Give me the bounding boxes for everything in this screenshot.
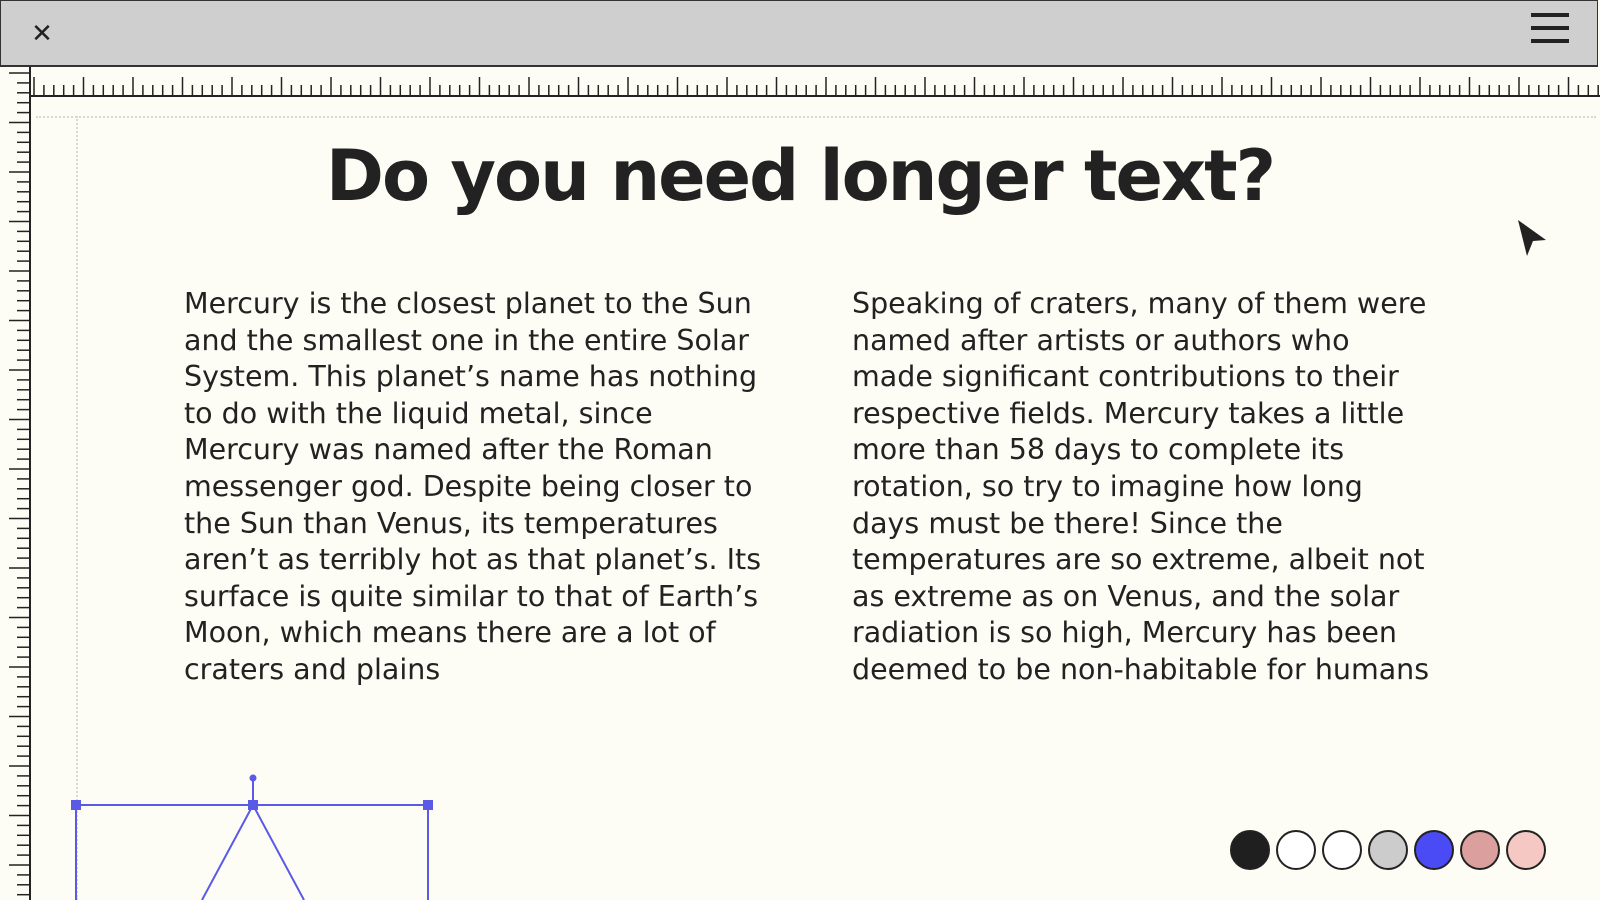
color-swatch-white-1[interactable] bbox=[1276, 830, 1316, 870]
text-column-left[interactable]: Mercury is the closest planet to the Sun and the smallest one in the entire Solar System. This planet’s name has nothing to do with the liquid metal, since Mercury was named after the Roman messenger god. Despite being closer to the Sun than Venus, its temperatures aren’t as terribly hot as that planet’s. Its surface is quite similar to that of Earth’s Moon, which means there are a lot of craters and plains bbox=[184, 287, 762, 686]
resize-handle-top-right[interactable] bbox=[423, 800, 433, 810]
color-palette bbox=[1230, 830, 1546, 870]
color-swatch-dusty-pink[interactable] bbox=[1460, 830, 1500, 870]
close-icon[interactable]: ✕ bbox=[31, 19, 53, 49]
color-swatch-light-gray[interactable] bbox=[1368, 830, 1408, 870]
text-column-right[interactable]: Speaking of craters, many of them were named after artists or authors who made significant contributions to their respective fields. Mercury takes a little more than 58 days to complete its rotation, so try to imagine how long days must be there! Since the temperatures are so extreme, albeit not as extreme as on Venus, and the solar radiation is so high, Mercury has been deemed to be non-habitable for humans bbox=[852, 287, 1430, 686]
color-swatch-light-pink[interactable] bbox=[1506, 830, 1546, 870]
hamburger-menu-icon[interactable] bbox=[1531, 13, 1571, 53]
top-toolbar bbox=[0, 0, 1598, 67]
horizontal-ruler bbox=[30, 67, 1600, 97]
selected-triangle-shape[interactable] bbox=[70, 770, 440, 900]
color-swatch-blue[interactable] bbox=[1414, 830, 1454, 870]
slide-title[interactable]: Do you need longer text? bbox=[325, 135, 1275, 217]
resize-handle-top-middle[interactable] bbox=[248, 800, 258, 810]
color-swatch-white-2[interactable] bbox=[1322, 830, 1362, 870]
horizontal-guide bbox=[36, 116, 1596, 118]
pointer-cursor-icon bbox=[1516, 218, 1550, 260]
color-swatch-black[interactable] bbox=[1230, 830, 1270, 870]
resize-handle-top-left[interactable] bbox=[71, 800, 81, 810]
rotate-handle[interactable] bbox=[250, 775, 257, 782]
